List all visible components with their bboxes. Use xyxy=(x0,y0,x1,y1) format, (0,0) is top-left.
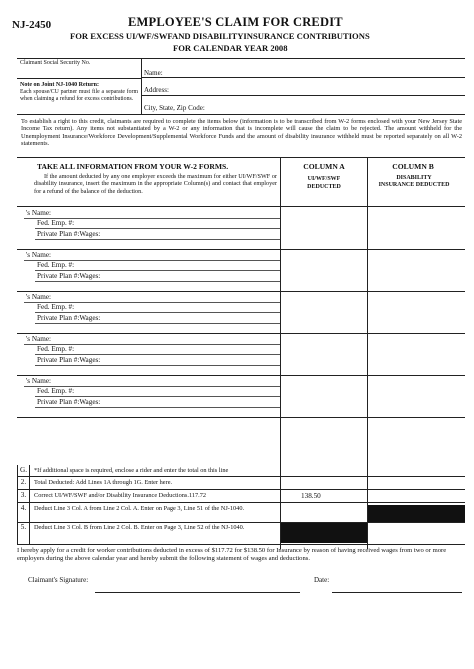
table-top-rule xyxy=(17,157,465,158)
ssn-label: Claimant Social Security No. xyxy=(20,60,91,66)
ssn-rule xyxy=(17,78,141,79)
column-b-subtitle: DISABILITY INSURANCE DEDUCTED xyxy=(378,175,450,189)
employer-col-a-input[interactable] xyxy=(281,334,366,374)
name-input[interactable] xyxy=(168,60,462,76)
name-rule xyxy=(141,77,465,78)
employer-name-input[interactable] xyxy=(66,209,280,218)
signature-input[interactable] xyxy=(95,584,300,593)
signature-label: Claimant's Signature: xyxy=(28,576,89,584)
employer-name-input[interactable] xyxy=(66,251,280,260)
summary-line-rule xyxy=(17,502,465,503)
line-description: Deduct Line 3 Col. B from Line 2 Col. B. Enter on Page 3, Line 52 of the NJ-1040. xyxy=(34,524,245,531)
address-input[interactable] xyxy=(176,79,462,94)
employer-field-rule xyxy=(35,365,280,366)
employer-name-input[interactable] xyxy=(66,377,280,386)
employer-col-b-input[interactable] xyxy=(368,208,464,248)
summary-line-rule xyxy=(17,476,465,477)
employer-col-b-input[interactable] xyxy=(368,376,464,416)
employer-fed-input[interactable] xyxy=(77,345,280,354)
employer-name-label: 's Name: xyxy=(26,251,52,259)
header-divider xyxy=(141,58,142,114)
line-number: 3. xyxy=(20,491,27,499)
employer-plan-label: Private Plan #:Wages: xyxy=(37,230,101,238)
employer-wages-input[interactable] xyxy=(77,398,280,407)
employer-plan-label: Private Plan #:Wages: xyxy=(37,398,101,406)
employer-field-rule xyxy=(35,323,280,324)
employer-col-b-input[interactable] xyxy=(368,250,464,290)
employer-name-label: 's Name: xyxy=(26,377,52,385)
employer-name-label: 's Name: xyxy=(26,293,52,301)
column-a-subtitle: UI/WF/SWF DEDUCTED xyxy=(307,176,341,190)
shaded-cell-line5-cola xyxy=(281,523,367,543)
form-subtitle-1: FOR EXCESS UI/WF/SWFAND DISABILITYINSURANCE CONTRIBUTIONS xyxy=(70,31,370,41)
employer-fed-label: Fed. Emp. #: xyxy=(37,261,75,269)
employer-fed-input[interactable] xyxy=(77,303,280,312)
employer-field-rule xyxy=(35,407,280,408)
header-top-rule xyxy=(17,58,465,59)
employer-col-a-input[interactable] xyxy=(281,376,366,416)
employer-col-b-input[interactable] xyxy=(368,334,464,374)
employer-field-rule xyxy=(35,228,280,229)
column-a-title: COLUMN A xyxy=(303,162,345,171)
employer-plan-label: Private Plan #:Wages: xyxy=(37,314,101,322)
employer-name-label: 's Name: xyxy=(26,209,52,217)
employer-field-rule xyxy=(35,312,280,313)
employer-col-a-input[interactable] xyxy=(281,292,366,332)
employer-wages-input[interactable] xyxy=(77,230,280,239)
form-number: NJ-2450 xyxy=(12,19,52,31)
city-input[interactable] xyxy=(210,97,462,112)
summary-line-rule xyxy=(17,522,465,523)
employer-col-a-input[interactable] xyxy=(281,208,366,248)
employer-col-b-input[interactable] xyxy=(368,292,464,332)
table-header-rule xyxy=(17,206,465,207)
employer-fed-label: Fed. Emp. #: xyxy=(37,219,75,227)
form-subtitle-2: FOR CALENDAR YEAR 2008 xyxy=(173,43,288,53)
line-description: Correct UI/WF/SWF and/or Disability Insurance Deductions.117.72 xyxy=(34,492,207,499)
employer-fed-label: Fed. Emp. #: xyxy=(37,303,75,311)
line-description: Total Deducted: Add Lines 1A through 1G. Enter here. xyxy=(34,479,173,486)
address-label: Address: xyxy=(144,86,169,94)
take-all-heading: TAKE ALL INFORMATION FROM YOUR W-2 FORMS. xyxy=(37,162,229,171)
joint-note-body: Each spouse/CU partner must file a separate form when claiming a refund for excess contributions. xyxy=(20,89,138,102)
employer-plan-label: Private Plan #:Wages: xyxy=(37,272,101,280)
employer-col-a-input[interactable] xyxy=(281,250,366,290)
claim-statement: I hereby apply for a credit for worker contributions deducted in excess of $117.72 for $138.50 for Insurance by reason of having received wages from two or more employers during the above calendar year and hereby submit the following statement of wages and deductions. xyxy=(17,547,447,563)
employer-block-rule xyxy=(17,417,465,418)
employer-name-label: 's Name: xyxy=(26,335,52,343)
employer-fed-input[interactable] xyxy=(77,387,280,396)
line-number: 5. xyxy=(20,523,27,531)
address-rule xyxy=(141,95,465,96)
shaded-cell-line4-colb xyxy=(368,505,465,522)
summary-line-rule xyxy=(17,489,465,490)
city-label: City, State, Zip Code: xyxy=(144,104,205,112)
line-number: 2. xyxy=(20,478,27,486)
line-number: G. xyxy=(20,466,27,474)
ssn-input[interactable] xyxy=(20,68,138,77)
joint-note-title: Note on Joint NJ-1040 Return: xyxy=(20,82,99,88)
employer-fed-input[interactable] xyxy=(77,219,280,228)
employer-fed-input[interactable] xyxy=(77,261,280,270)
employer-name-input[interactable] xyxy=(66,335,280,344)
employer-field-rule xyxy=(35,354,280,355)
column-b-title: COLUMN B xyxy=(392,162,434,171)
line-description: *If additional space is required, enclose a rider and enter the total on this line xyxy=(34,467,229,474)
date-input[interactable] xyxy=(332,584,462,593)
line-description: Deduct Line 3 Col. A from Line 2 Col. A. Enter on Page 3, Line 51 of the NJ-1040. xyxy=(34,505,245,512)
employer-field-rule xyxy=(35,281,280,282)
employer-fed-label: Fed. Emp. #: xyxy=(37,387,75,395)
header-bottom-rule xyxy=(17,114,465,115)
employer-field-rule xyxy=(35,270,280,271)
line-col-a-value[interactable]: 138.50 xyxy=(301,492,321,500)
employer-wages-input[interactable] xyxy=(77,272,280,281)
employer-fed-label: Fed. Emp. #: xyxy=(37,345,75,353)
line-number: 4. xyxy=(20,504,27,512)
employer-field-rule xyxy=(35,239,280,240)
name-label: Name: xyxy=(144,69,163,77)
employer-field-rule xyxy=(35,396,280,397)
summary-line-rule xyxy=(17,544,465,545)
form-title: EMPLOYEE'S CLAIM FOR CREDIT xyxy=(128,15,343,29)
instructions-paragraph: To establish a right to this credit, claimants are required to complete the items below (information is to be transcribed from W-2 forms enclosed with your New Jersey State Income Tax return). Any items not substantiated by a W-2 or any information that is incomplete will cause the claim to be rejected. The amount withheld for the Unemployment Insurance/Workforce Development/Supplemental Workforce Funds and the amount of disability insurance withheld must be reported separately on all W-2 statements. xyxy=(21,118,462,148)
date-label: Date: xyxy=(314,576,330,584)
employer-wages-input[interactable] xyxy=(77,356,280,365)
take-all-body: If the amount deducted by any one employer exceeds the maximum for either UI/WF/SWF or disability insurance, insert the maximum in the appropriate Column(s) and contact that employer for a refund of the balance of the deduction. xyxy=(34,173,277,195)
employer-wages-input[interactable] xyxy=(77,314,280,323)
employer-plan-label: Private Plan #:Wages: xyxy=(37,356,101,364)
employer-name-input[interactable] xyxy=(66,293,280,302)
